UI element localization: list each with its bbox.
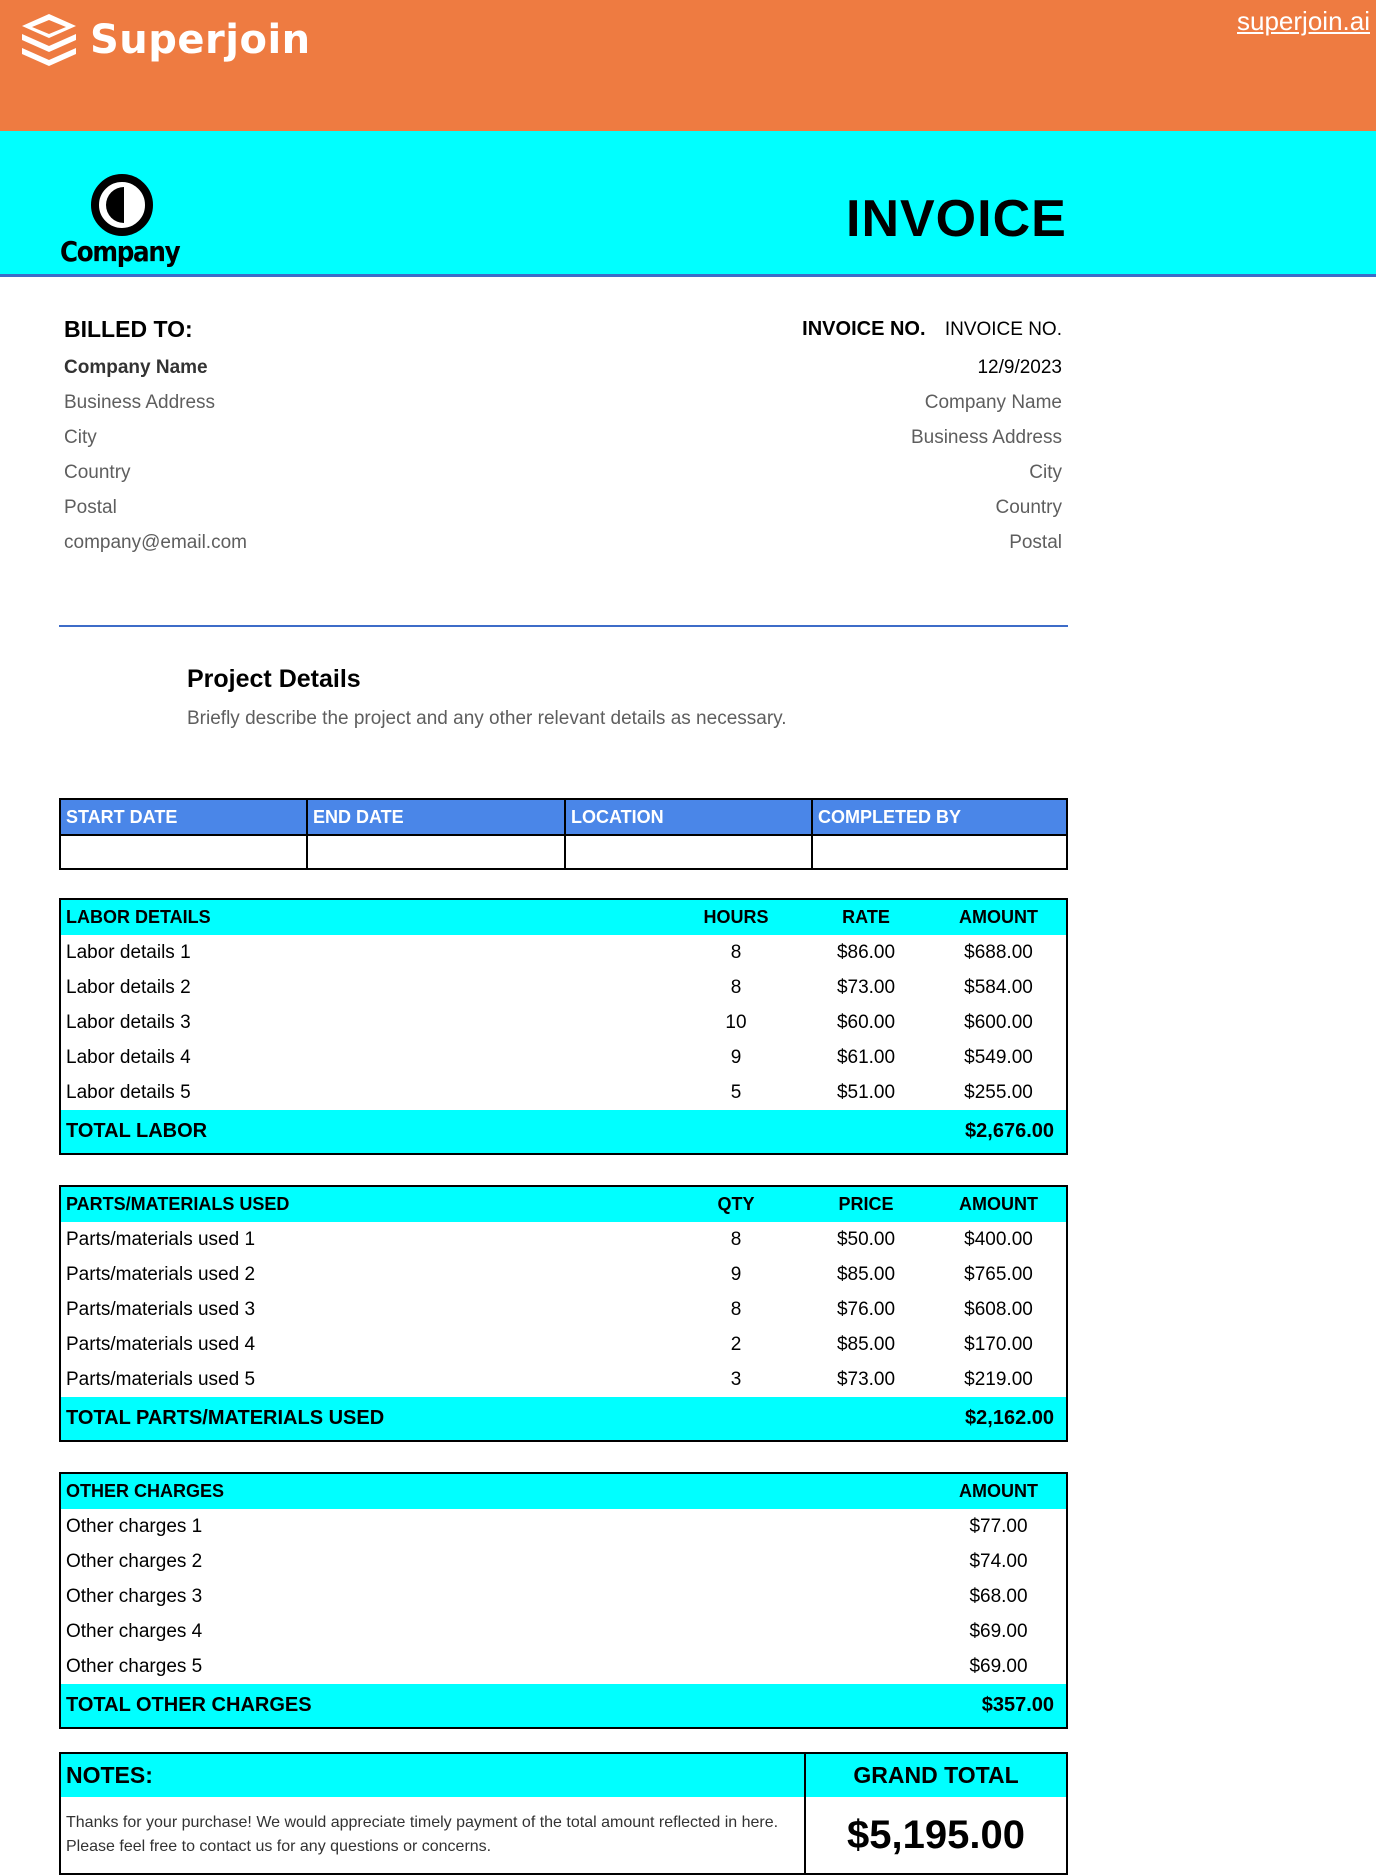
billed-postal: Postal	[64, 497, 117, 518]
other-amount: $77.00	[969, 1515, 1028, 1537]
labor-rate: $60.00	[836, 1011, 896, 1033]
parts-qty: 3	[730, 1368, 742, 1390]
table-row	[60, 1292, 1067, 1327]
project-title: Project Details	[187, 665, 361, 693]
from-country: Country	[995, 497, 1062, 518]
price-header: PRICE	[801, 1186, 931, 1222]
billed-address: Business Address	[64, 392, 216, 413]
parts-price: $76.00	[836, 1298, 896, 1320]
other-charges-table	[59, 1472, 1068, 1729]
table-row	[60, 1362, 1067, 1397]
notes-label: NOTES:	[60, 1753, 805, 1797]
labor-hours: 8	[730, 976, 742, 998]
completed-by-header: COMPLETED BY	[812, 799, 1067, 835]
billed-email: company@email.com	[64, 532, 247, 553]
parts-price: $73.00	[836, 1368, 896, 1390]
table-row	[60, 1005, 1067, 1040]
dates-table	[59, 798, 1068, 870]
parts-price: $85.00	[836, 1333, 896, 1355]
table-row	[60, 1040, 1067, 1075]
labor-header: LABOR DETAILS	[60, 899, 671, 935]
completed-by-cell[interactable]	[812, 835, 1067, 869]
labor-amount: $600.00	[964, 1011, 1033, 1033]
labor-hours: 8	[730, 941, 742, 963]
parts-desc: Parts/materials used 2	[66, 1263, 256, 1285]
labor-table	[59, 898, 1068, 1155]
parts-desc: Parts/materials used 1	[66, 1228, 256, 1250]
parts-amount: $608.00	[964, 1298, 1033, 1320]
invoice-number-row	[802, 318, 1062, 341]
labor-total-row	[60, 1110, 1067, 1154]
parts-amount: $170.00	[964, 1333, 1033, 1355]
parts-amount: $400.00	[964, 1228, 1033, 1250]
other-amount: $74.00	[969, 1550, 1028, 1572]
labor-total-value: $2,676.00	[931, 1110, 1067, 1154]
billed-company: Company Name	[64, 357, 208, 378]
parts-desc: Parts/materials used 3	[66, 1298, 256, 1320]
parts-table	[59, 1185, 1068, 1442]
table-row	[60, 935, 1067, 970]
table-row	[60, 1509, 1067, 1544]
amount-header: AMOUNT	[931, 1473, 1067, 1509]
labor-desc: Labor details 1	[66, 941, 191, 963]
location-cell[interactable]	[565, 835, 812, 869]
end-date-header: END DATE	[307, 799, 565, 835]
labor-hours: 9	[730, 1046, 742, 1068]
other-charges-header: OTHER CHARGES	[60, 1473, 931, 1509]
other-total-value: $357.00	[931, 1684, 1067, 1728]
table-row	[60, 1222, 1067, 1257]
brand	[18, 12, 311, 68]
parts-qty: 8	[730, 1228, 742, 1250]
location-header: LOCATION	[565, 799, 812, 835]
parts-qty: 9	[730, 1263, 742, 1285]
project-description: Briefly describe the project and any other relevant details as necessary.	[187, 708, 787, 729]
labor-rate: $51.00	[836, 1081, 896, 1103]
billed-to-block	[64, 355, 247, 565]
table-row	[60, 1579, 1067, 1614]
amount-header: AMOUNT	[931, 1186, 1067, 1222]
parts-price: $50.00	[836, 1228, 896, 1250]
labor-total-label: TOTAL LABOR	[60, 1110, 931, 1154]
other-amount: $69.00	[969, 1655, 1028, 1677]
invoice-number-value: INVOICE NO.	[944, 319, 1062, 340]
labor-amount: $255.00	[964, 1081, 1033, 1103]
invoice-title: INVOICE	[846, 190, 1067, 248]
table-row	[60, 1327, 1067, 1362]
other-desc: Other charges 3	[66, 1585, 203, 1607]
table-row	[60, 1544, 1067, 1579]
table-row	[60, 1257, 1067, 1292]
invoice-date: 12/9/2023	[977, 357, 1062, 378]
other-desc: Other charges 1	[66, 1515, 203, 1537]
labor-desc: Labor details 2	[66, 976, 191, 998]
labor-rate: $86.00	[836, 941, 896, 963]
other-amount: $68.00	[969, 1585, 1028, 1607]
section-divider	[59, 625, 1068, 627]
labor-amount: $688.00	[964, 941, 1033, 963]
labor-desc: Labor details 3	[66, 1011, 191, 1033]
invoice-from-block	[911, 355, 1062, 565]
parts-total-row	[60, 1397, 1067, 1441]
parts-qty: 8	[730, 1298, 742, 1320]
company-logo	[60, 173, 184, 268]
superjoin-logo-icon	[18, 12, 80, 68]
labor-desc: Labor details 4	[66, 1046, 191, 1068]
invoice-header	[0, 131, 1376, 277]
other-total-label: TOTAL OTHER CHARGES	[60, 1684, 931, 1728]
parts-amount: $765.00	[964, 1263, 1033, 1285]
start-date-header: START DATE	[60, 799, 307, 835]
table-row	[60, 1649, 1067, 1684]
grand-total-value: $5,195.00	[805, 1797, 1067, 1874]
other-desc: Other charges 2	[66, 1550, 203, 1572]
from-city: City	[1029, 462, 1062, 483]
notes-text: Thanks for your purchase! We would appreciate timely payment of the total amount reflected in here. Please feel free to contact us for any questions or concerns.	[66, 1814, 779, 1855]
other-desc: Other charges 5	[66, 1655, 203, 1677]
from-address: Business Address	[910, 427, 1062, 448]
brand-name: Superjoin	[90, 17, 311, 63]
labor-desc: Labor details 5	[66, 1081, 191, 1103]
parts-total-label: TOTAL PARTS/MATERIALS USED	[60, 1397, 931, 1441]
hours-header: HOURS	[671, 899, 801, 935]
company-logo-icon	[90, 173, 154, 237]
labor-rate: $73.00	[836, 976, 896, 998]
labor-rate: $61.00	[836, 1046, 896, 1068]
from-company: Company Name	[924, 392, 1062, 413]
end-date-cell[interactable]	[307, 835, 565, 869]
top-bar	[0, 0, 1376, 131]
labor-hours: 5	[730, 1081, 742, 1103]
table-row	[60, 1614, 1067, 1649]
invoice-number-label: INVOICE NO.	[802, 318, 926, 340]
rate-header: RATE	[801, 899, 931, 935]
labor-hours: 10	[725, 1011, 747, 1033]
labor-amount: $549.00	[964, 1046, 1033, 1068]
other-total-row	[60, 1684, 1067, 1728]
superjoin-link[interactable]: superjoin.ai	[1237, 6, 1370, 36]
billed-city: City	[64, 427, 97, 448]
parts-qty: 2	[730, 1333, 742, 1355]
qty-header: QTY	[671, 1186, 801, 1222]
grand-total-label: GRAND TOTAL	[805, 1753, 1067, 1797]
start-date-cell[interactable]	[60, 835, 307, 869]
other-desc: Other charges 4	[66, 1620, 203, 1642]
billed-country: Country	[64, 462, 131, 483]
table-row	[60, 1075, 1067, 1110]
billed-to-label: BILLED TO:	[64, 316, 193, 342]
table-row	[60, 970, 1067, 1005]
notes-and-total	[59, 1752, 1068, 1875]
other-amount: $69.00	[969, 1620, 1028, 1642]
parts-desc: Parts/materials used 4	[66, 1333, 256, 1355]
parts-header: PARTS/MATERIALS USED	[60, 1186, 671, 1222]
parts-amount: $219.00	[964, 1368, 1033, 1390]
company-logo-text: Company	[60, 235, 180, 268]
amount-header: AMOUNT	[931, 899, 1067, 935]
from-postal: Postal	[1009, 532, 1062, 553]
labor-amount: $584.00	[964, 976, 1033, 998]
parts-price: $85.00	[836, 1263, 896, 1285]
parts-desc: Parts/materials used 5	[66, 1368, 256, 1390]
parts-total-value: $2,162.00	[931, 1397, 1067, 1441]
